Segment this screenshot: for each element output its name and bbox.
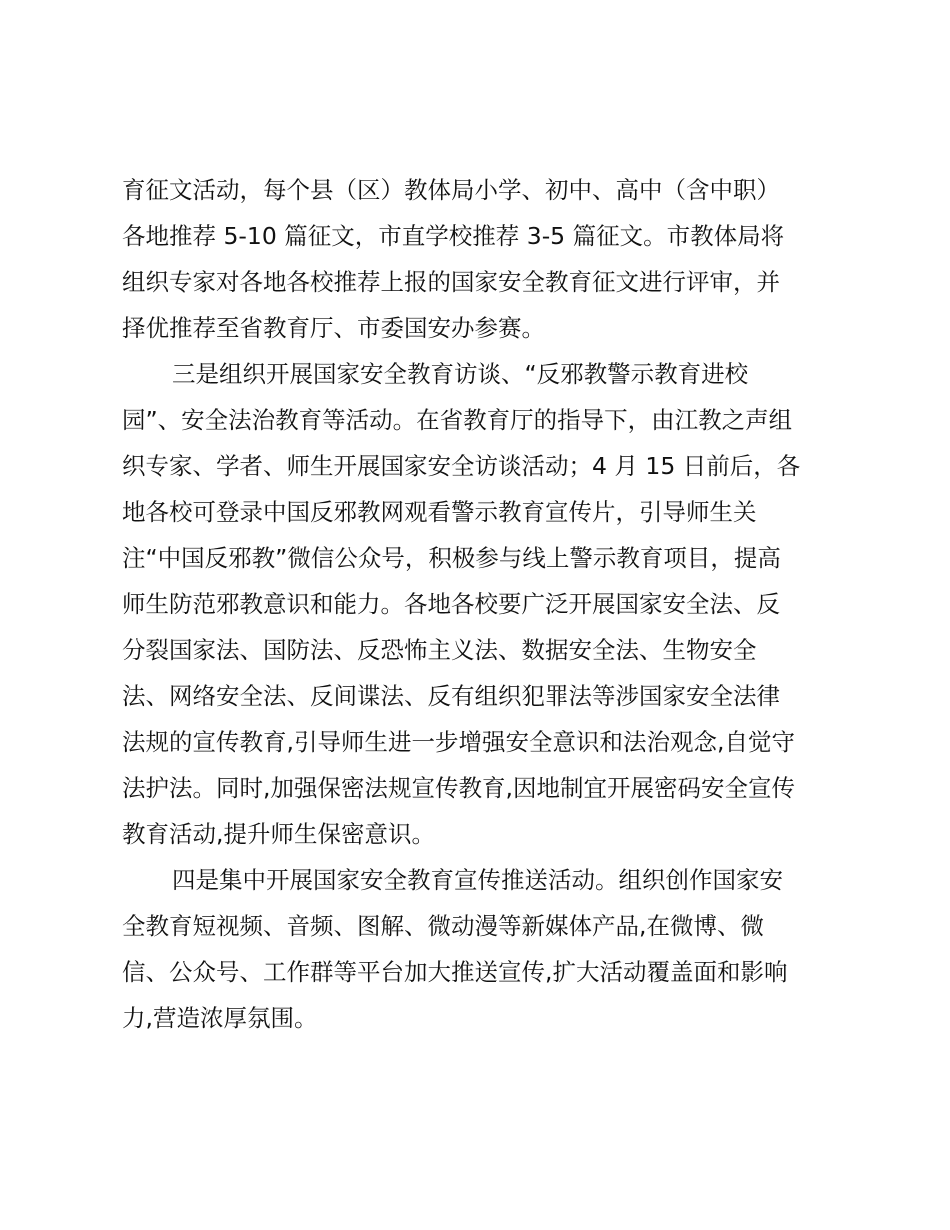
paragraph-3-start: 三是组织开展国家安全教育访谈、“反邪教警示教育进校 — [172, 360, 749, 388]
paragraph-4-start: 四是集中开展国家安全教育宣传推送活动。组织创作国家安 — [172, 866, 783, 894]
text-line-2: 各地推荐 5-10 篇征文，市直学校推荐 3-5 篇征文。市教体局将 — [122, 222, 785, 250]
text-line-6: 园”、安全法治教育等活动。在省教育厅的指导下，由江教之声组 — [122, 406, 793, 434]
text-line-4: 择优推荐至省教育厅、市委国安办参赛。 — [122, 314, 545, 342]
text-line-15: 教育活动,提升师生保密意识。 — [122, 820, 435, 848]
text-line-18: 信、公众号、工作群等平台加大推送宣传,扩大活动覆盖面和影响 — [122, 958, 788, 986]
text-line-11: 分裂国家法、国防法、反恐怖主义法、数据安全法、生物安全 — [122, 636, 757, 664]
text-line-17: 全教育短视频、音频、图解、微动漫等新媒体产品,在微博、微 — [122, 912, 764, 940]
text-line-9: 注“中国反邪教”微信公众号，积极参与线上警示教育项目，提高 — [122, 544, 781, 572]
text-line-7: 织专家、学者、师生开展国家安全访谈活动；4 月 15 日前后，各 — [122, 452, 801, 480]
body-text — [122, 167, 842, 1041]
text-line-14: 法护法。同时,加强保密法规宣传教育,因地制宜开展密码安全宣传 — [122, 774, 795, 802]
text-line-3: 组织专家对各地各校推荐上报的国家安全教育征文进行评审，并 — [122, 268, 780, 296]
text-line-10: 师生防范邪教意识和能力。各地各校要广泛开展国家安全法、反 — [122, 590, 780, 618]
text-line-19: 力,营造浓厚氛围。 — [122, 1004, 318, 1032]
text-line-1: 育征文活动，每个县（区）教体局小学、初中、高中（含中职） — [122, 176, 780, 204]
text-line-8: 地各校可登录中国反邪教网观看警示教育宣传片，引导师生关 — [122, 498, 757, 526]
text-line-12: 法、网络安全法、反间谍法、反有组织犯罪法等涉国家安全法律 — [122, 682, 780, 710]
text-line-13: 法规的宣传教育,引导师生进一步增强安全意识和法治观念,自觉守 — [122, 728, 795, 756]
